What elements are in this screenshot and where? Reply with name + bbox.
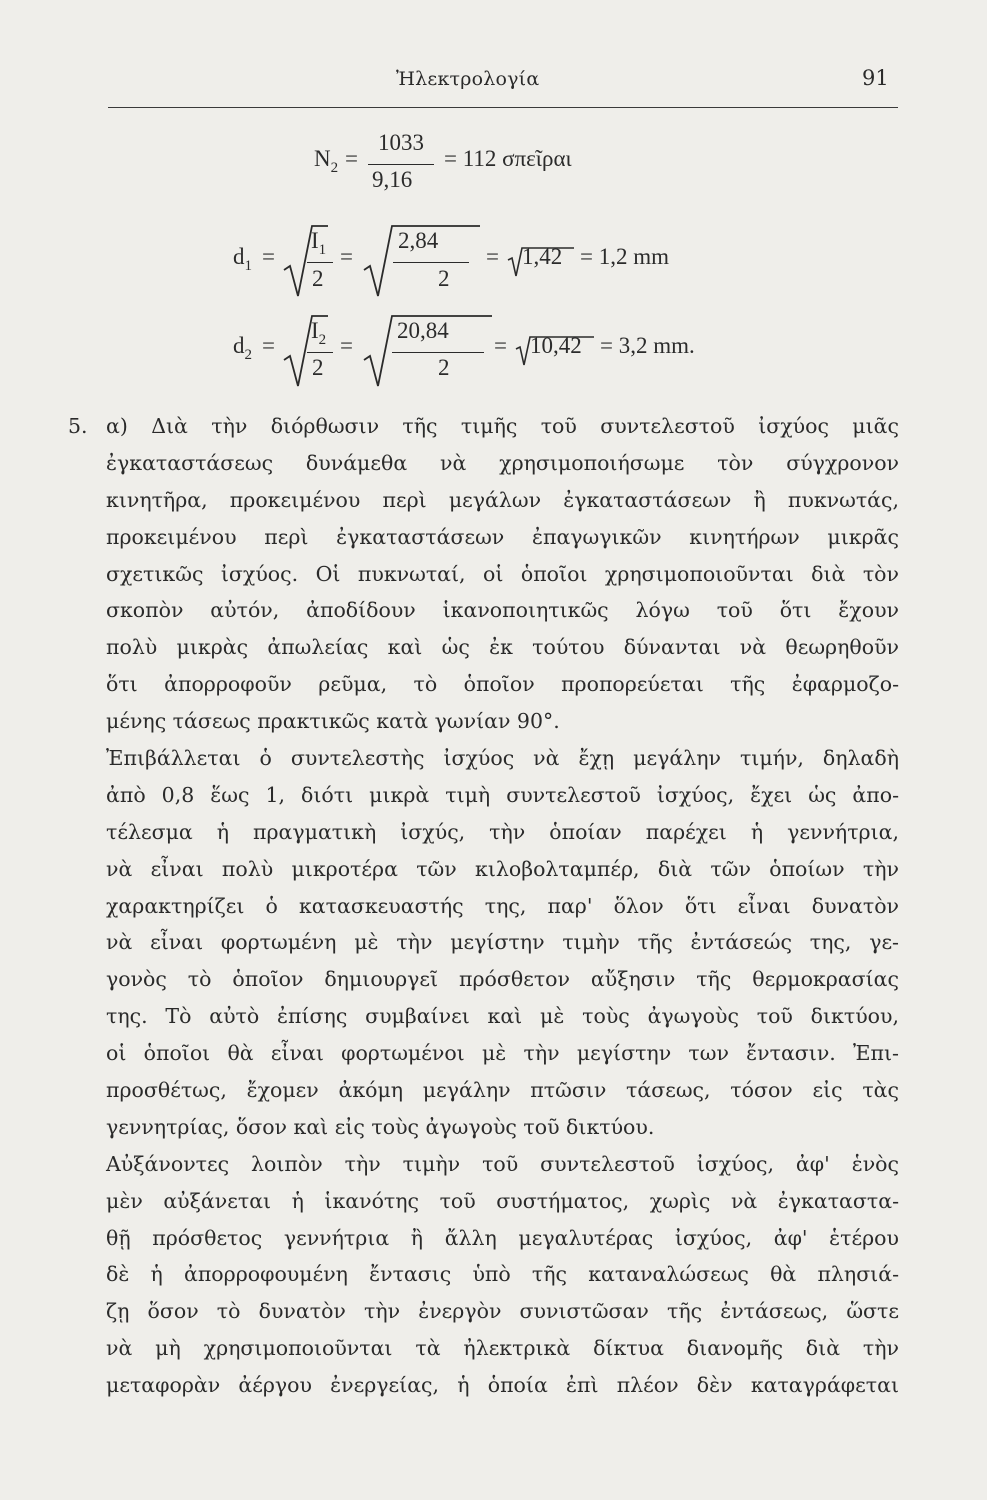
item-number: 5.	[68, 414, 88, 438]
d1-equals: =	[262, 244, 275, 269]
d1-frac1-bar	[307, 262, 333, 263]
text-line: μὲν αὐξάνεται ἡ ἱκανότης τοῦ συστήματος, χωρὶς νὰ ἐγκαταστα-	[106, 1188, 899, 1213]
text-line: της. Τὸ αὐτὸ ἐπίσης συμβαίνει καὶ μὲ τοὺς ἀγωγοὺς τοῦ δικτύου,	[106, 1004, 899, 1029]
d1-equals-3: =	[486, 244, 499, 269]
text-line: προκειμένου περὶ ἐγκαταστάσεων ἐπαγωγικῶν κινητήρων μικρᾶς	[106, 524, 899, 549]
d1-frac1-num-subscript: 1	[318, 242, 327, 258]
d2-lhs-symbol: d	[233, 333, 245, 358]
text-line: Ἐπιβάλλεται ὁ συντελεστὴς ἰσχύος νὰ ἔχῃ μεγάλην τιμήν, δηλαδὴ	[106, 746, 899, 771]
d2-equals-3: =	[494, 333, 507, 358]
n2-equals: =	[345, 146, 358, 171]
d2-frac1-den: 2	[312, 355, 324, 380]
text-line: οἱ ὁποῖοι θὰ εἶναι φορτωμένοι μὲ τὴν μεγίστην των ἔντασιν. Ἐπι-	[106, 1041, 899, 1066]
d2-frac2-num: 20,84	[397, 318, 449, 343]
d1-lhs-subscript: 1	[244, 258, 252, 274]
n2-lhs-symbol: N	[314, 146, 331, 171]
d1-frac1-num	[311, 228, 327, 258]
text-line: γεννητρίας, ὅσον καὶ εἰς τοὺς ἀγωγοὺς τοῦ δικτύου.	[106, 1114, 655, 1139]
d2-frac2-bar	[392, 352, 484, 353]
d2-frac2-den: 2	[438, 355, 450, 380]
d1-frac2-bar	[393, 262, 469, 263]
running-title: Ἠλεκτρολογία	[396, 68, 540, 90]
header-rule	[108, 107, 898, 108]
d2-root-value: 10,42	[530, 333, 582, 358]
text-line: δὲ ἡ ἀπορροφουμένη ἔντασις ὑπὸ τῆς καταναλώσεως θὰ πλησιά-	[106, 1262, 899, 1287]
text-line: α) Διὰ τὴν διόρθωσιν τῆς τιμῆς τοῦ συντελεστοῦ ἰσχύος μιᾶς	[106, 414, 899, 438]
text-line: ζῃ ὅσον τὸ δυνατὸν τὴν ἐνεργὸν συνιστῶσαν τῆς ἐντάσεως, ὥστε	[106, 1299, 899, 1324]
d1-frac1-den: 2	[312, 266, 324, 291]
d2-lhs	[233, 333, 252, 363]
text-line: ὅτι ἀπορροφοῦν ρεῦμα, τὸ ὁποῖον προπορεύεται τῆς ἐφαρμοζο-	[106, 672, 899, 697]
d1-frac1-num-symbol: I	[311, 228, 319, 253]
text-line: μεταφορὰν ἀέργου ἐνεργείας, ἡ ὁποία ἐπὶ πλέον δὲν καταγράφεται	[106, 1373, 899, 1398]
text-line: γονὸς τὸ ὁποῖον δημιουργεῖ πρόσθετον αὔξησιν τῆς θερμοκρασίας	[106, 967, 899, 992]
n2-denominator: 9,16	[372, 167, 413, 192]
text-line: πολὺ μικρὰς ἀπωλείας καὶ ὡς ἐκ τούτου δύνανται νὰ θεωρηθοῦν	[106, 635, 899, 660]
d1-frac2-num: 2,84	[398, 228, 439, 253]
text-line: νὰ μὴ χρησιμοποιοῦνται τὰ ἠλεκτρικὰ δίκτυα διανομῆς διὰ τὴν	[106, 1336, 899, 1361]
n2-lhs	[314, 146, 339, 176]
text-line: προσθέτως, ἔχομεν ἀκόμη μεγάλην πτῶσιν τάσεως, τόσον εἰς τὰς	[106, 1078, 899, 1103]
page-number: 91	[862, 66, 889, 90]
d2-frac1-num-subscript: 2	[318, 332, 327, 348]
d2-frac1-num	[311, 318, 327, 348]
text-line: ἐγκαταστάσεως δυνάμεθα νὰ χρησιμοποιήσωμε τὸν σύγχρονον	[106, 450, 899, 475]
d2-frac1-bar	[307, 352, 333, 353]
d2-equals: =	[262, 333, 275, 358]
n2-result: = 112 σπεῖραι	[444, 146, 572, 171]
body-paragraphs	[106, 408, 899, 1404]
d2-equals-2: =	[340, 333, 353, 358]
d1-frac2-den: 2	[438, 266, 450, 291]
text-line: σχετικῶς ἰσχύος. Οἱ πυκνωταί, οἱ ὁποῖοι χρησιμοποιοῦνται διὰ τὸν	[106, 561, 899, 586]
d2-result: = 3,2 mm.	[600, 333, 695, 358]
d2-frac1-num-symbol: I	[311, 318, 319, 343]
d1-lhs	[233, 244, 252, 274]
text-line: τέλεσμα ἡ πραγματικὴ ἰσχύς, τὴν ὁποίαν παρέχει ἡ γεννήτρια,	[106, 819, 899, 844]
text-line: νὰ εἶναι πολὺ μικροτέρα τῶν κιλοβολταμπέρ, διὰ τῶν ὁποίων τὴν	[106, 856, 899, 881]
d1-equals-2: =	[340, 244, 353, 269]
text-line: σκοπὸν αὐτόν, ἀποδίδουν ἱκανοποιητικῶς λόγω τοῦ ὅτι ἔχουν	[106, 598, 899, 623]
d2-lhs-subscript: 2	[244, 347, 252, 363]
text-line: θῇ πρόσθετος γεννήτρια ἢ ἄλλη μεγαλυτέρας ἰσχύος, ἀφ' ἑτέρου	[106, 1225, 899, 1250]
text-line: Αὐξάνοντες λοιπὸν τὴν τιμὴν τοῦ συντελεστοῦ ἰσχύος, ἀφ' ἑνὸς	[106, 1151, 899, 1176]
text-line: ἀπὸ 0,8 ἕως 1, διότι μικρὰ τιμὴ συντελεστοῦ ἰσχύος, ἔχει ὡς ἀπο-	[106, 782, 899, 807]
text-line: μένης τάσεως πρακτικῶς κατὰ γωνίαν 90°.	[106, 709, 560, 734]
d1-lhs-symbol: d	[233, 244, 245, 269]
text-line: νὰ εἶναι φορτωμένη μὲ τὴν μεγίστην τιμὴν τῆς ἐντάσεώς της, γε-	[106, 930, 899, 955]
text-line: χαρακτηρίζει ὁ κατασκευαστής της, παρ' ὅλον ὅτι εἶναι δυνατὸν	[106, 893, 899, 918]
d1-root-value: 1,42	[522, 244, 563, 269]
n2-lhs-subscript: 2	[330, 160, 339, 176]
d1-result: = 1,2 mm	[580, 244, 670, 269]
text-line: κινητῆρα, προκειμένου περὶ μεγάλων ἐγκαταστάσεων ἢ πυκνωτάς,	[106, 487, 899, 512]
n2-fraction-bar	[368, 164, 434, 165]
n2-numerator: 1033	[378, 130, 424, 155]
